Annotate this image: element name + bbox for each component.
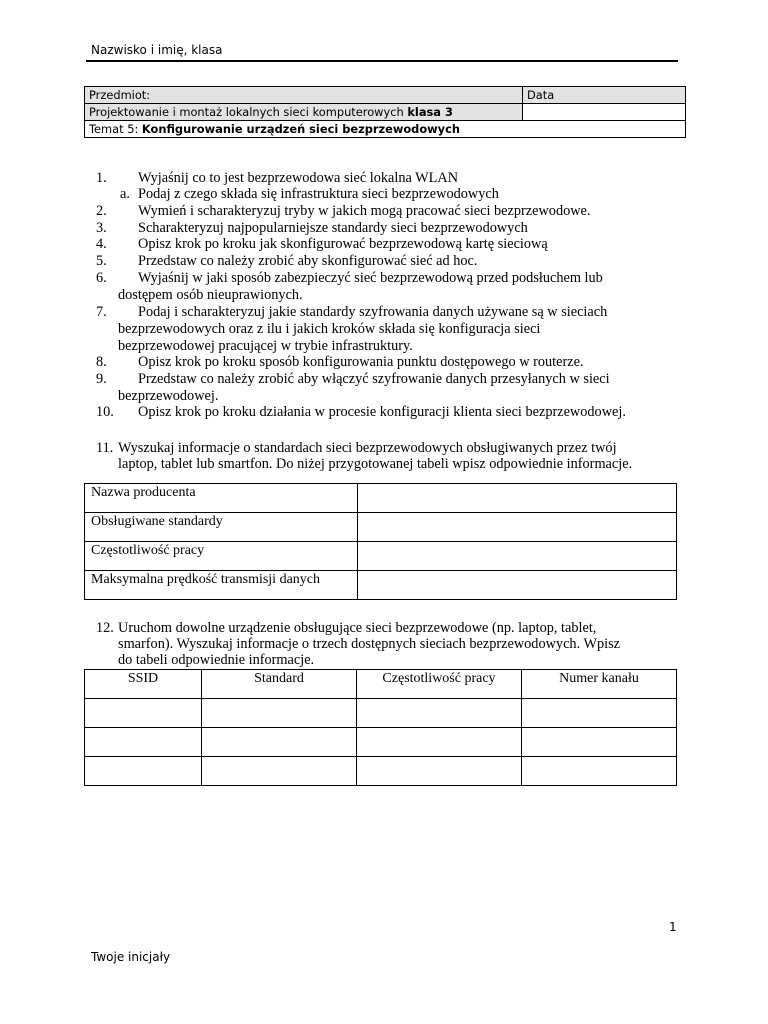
column-header-label: SSID [127,671,159,686]
question-text-line: Wyszukaj informacje o standardach sieci bezprzewodowych obsługiwanych przez twój [118,440,617,456]
question-text: Opisz krok po kroku jak skonfigurować bezprzewodową kartę sieciową [138,236,548,252]
question-number: 1. [96,170,107,186]
course-info-table [84,86,686,138]
question-text: Opisz krok po kroku sposób konfigurowania punktu dostępowego w routerze. [138,354,584,370]
question-number: 5. [96,253,107,269]
question-text: Opisz krok po kroku działania w procesie konfiguracji klienta sieci bezprzewodowej. [138,404,626,420]
table-label-cell [85,513,358,542]
table-row [85,542,677,571]
table-row [85,484,677,513]
answer-cell[interactable] [358,484,677,513]
question-number: 4. [96,236,107,252]
date-label: Data [527,88,555,102]
question-text: Wyjaśnij co to jest bezprzewodowa sieć lokalna WLAN [138,170,459,186]
column-header-label: Numer kanału [559,671,639,686]
question-text-line: bezprzewodowej pracującej w trybie infrastruktury. [118,338,413,354]
header-divider [86,60,678,62]
question-text-line: do tabeli odpowiednie informacje. [118,652,315,668]
question-text: Scharakteryzuj najpopularniejsze standardy sieci bezprzewodowych [138,220,528,236]
question-text-line: Podaj i scharakteryzuj jakie standardy szyfrowania danych używane są w sieciach [138,304,608,320]
table-header-row [85,670,677,699]
question-number: 7. [96,304,107,320]
table-row [85,757,677,786]
networks-table [84,669,677,786]
course-name: Projektowanie i montaż lokalnych sieci komputerowych [89,105,408,119]
answer-cell[interactable] [357,757,522,786]
column-header-standard [202,670,357,699]
topic-prefix: Temat 5: [89,122,142,136]
table-label-cell [85,571,358,600]
table-row [85,571,677,600]
column-header-label: Standard [254,671,304,686]
answer-cell[interactable] [358,513,677,542]
column-header-frequency [357,670,522,699]
course-class: klasa 3 [407,105,453,119]
table-row [85,699,677,728]
row-label: Nazwa producenta [91,485,196,500]
date-label-cell [523,87,686,104]
topic-title: Konfigurowanie urządzeń sieci bezprzewodowych [141,122,460,136]
question-9 [96,371,676,405]
question-number: 10. [96,404,114,420]
table-label-cell [85,484,358,513]
date-value-cell[interactable] [523,104,686,121]
question-number: 9. [96,371,107,387]
answer-cell[interactable] [357,728,522,757]
question-text-line: dostępem osób nieuprawionych. [118,287,303,303]
table-row [85,513,677,542]
question-text: Przedstaw co należy zrobić aby skonfigurować sieć ad hoc. [138,253,478,269]
answer-cell[interactable] [358,542,677,571]
subject-label-cell [85,87,523,104]
answer-cell[interactable] [85,728,202,757]
answer-cell[interactable] [522,728,677,757]
column-header-ssid [85,670,202,699]
answer-cell[interactable] [522,757,677,786]
question-text: Podaj z czego składa się infrastruktura sieci bezprzewodowych [138,186,499,202]
subject-label: Przedmiot: [89,88,151,102]
course-name-cell [85,104,523,121]
row-label: Obsługiwane standardy [91,514,223,529]
table-row [85,728,677,757]
question-text-line: Uruchom dowolne urządzenie obsługujące sieci bezprzewodowe (np. laptop, tablet, [118,620,597,636]
question-number: 6. [96,270,107,286]
question-12 [96,620,676,671]
question-text-line: smarfon). Wyszukaj informacje o trzech dostępnych sieciach bezprzewodowych. Wpisz [118,636,620,652]
question-text-line: bezprzewodowej. [118,388,219,404]
device-standards-table [84,483,677,600]
row-label: Częstotliwość pracy [91,543,205,558]
question-text-line: Wyjaśnij w jaki sposób zabezpieczyć sieć bezprzewodową przed podsłuchem lub [138,270,603,286]
question-text-line: Przedstaw co należy zrobić aby włączyć szyfrowanie danych przesyłanych w sieci [138,371,610,387]
answer-cell[interactable] [202,728,357,757]
question-text-line: bezprzewodowych oraz z ilu i jakich kroków składa się konfiguracja sieci [118,321,541,337]
column-header-label: Częstotliwość pracy [382,671,496,686]
question-number: a. [120,186,130,202]
answer-cell[interactable] [85,757,202,786]
answer-cell[interactable] [85,699,202,728]
row-label: Maksymalna prędkość transmisji danych [91,572,321,587]
question-7 [96,304,676,355]
initials-footer: Twoje inicjały [91,950,171,964]
page-number: 1 [669,920,677,934]
question-number: 2. [96,203,107,219]
answer-cell[interactable] [358,571,677,600]
answer-cell[interactable] [202,757,357,786]
table-label-cell [85,542,358,571]
question-number: 3. [96,220,107,236]
question-number: 8. [96,354,107,370]
question-number: 12. [96,620,114,636]
answer-cell[interactable] [522,699,677,728]
question-number: 11. [96,440,114,456]
name-class-header: Nazwisko i imię, klasa [91,43,223,57]
question-text: Wymień i scharakteryzuj tryby w jakich mogą pracować sieci bezprzewodowe. [138,203,591,219]
topic-cell [85,121,686,138]
question-6 [96,270,676,304]
answer-cell[interactable] [357,699,522,728]
answer-cell[interactable] [202,699,357,728]
column-header-channel [522,670,677,699]
question-text-line: laptop, tablet lub smartfon. Do niżej przygotowanej tabeli wpisz odpowiednie informacje. [118,456,633,472]
question-11 [96,440,676,474]
